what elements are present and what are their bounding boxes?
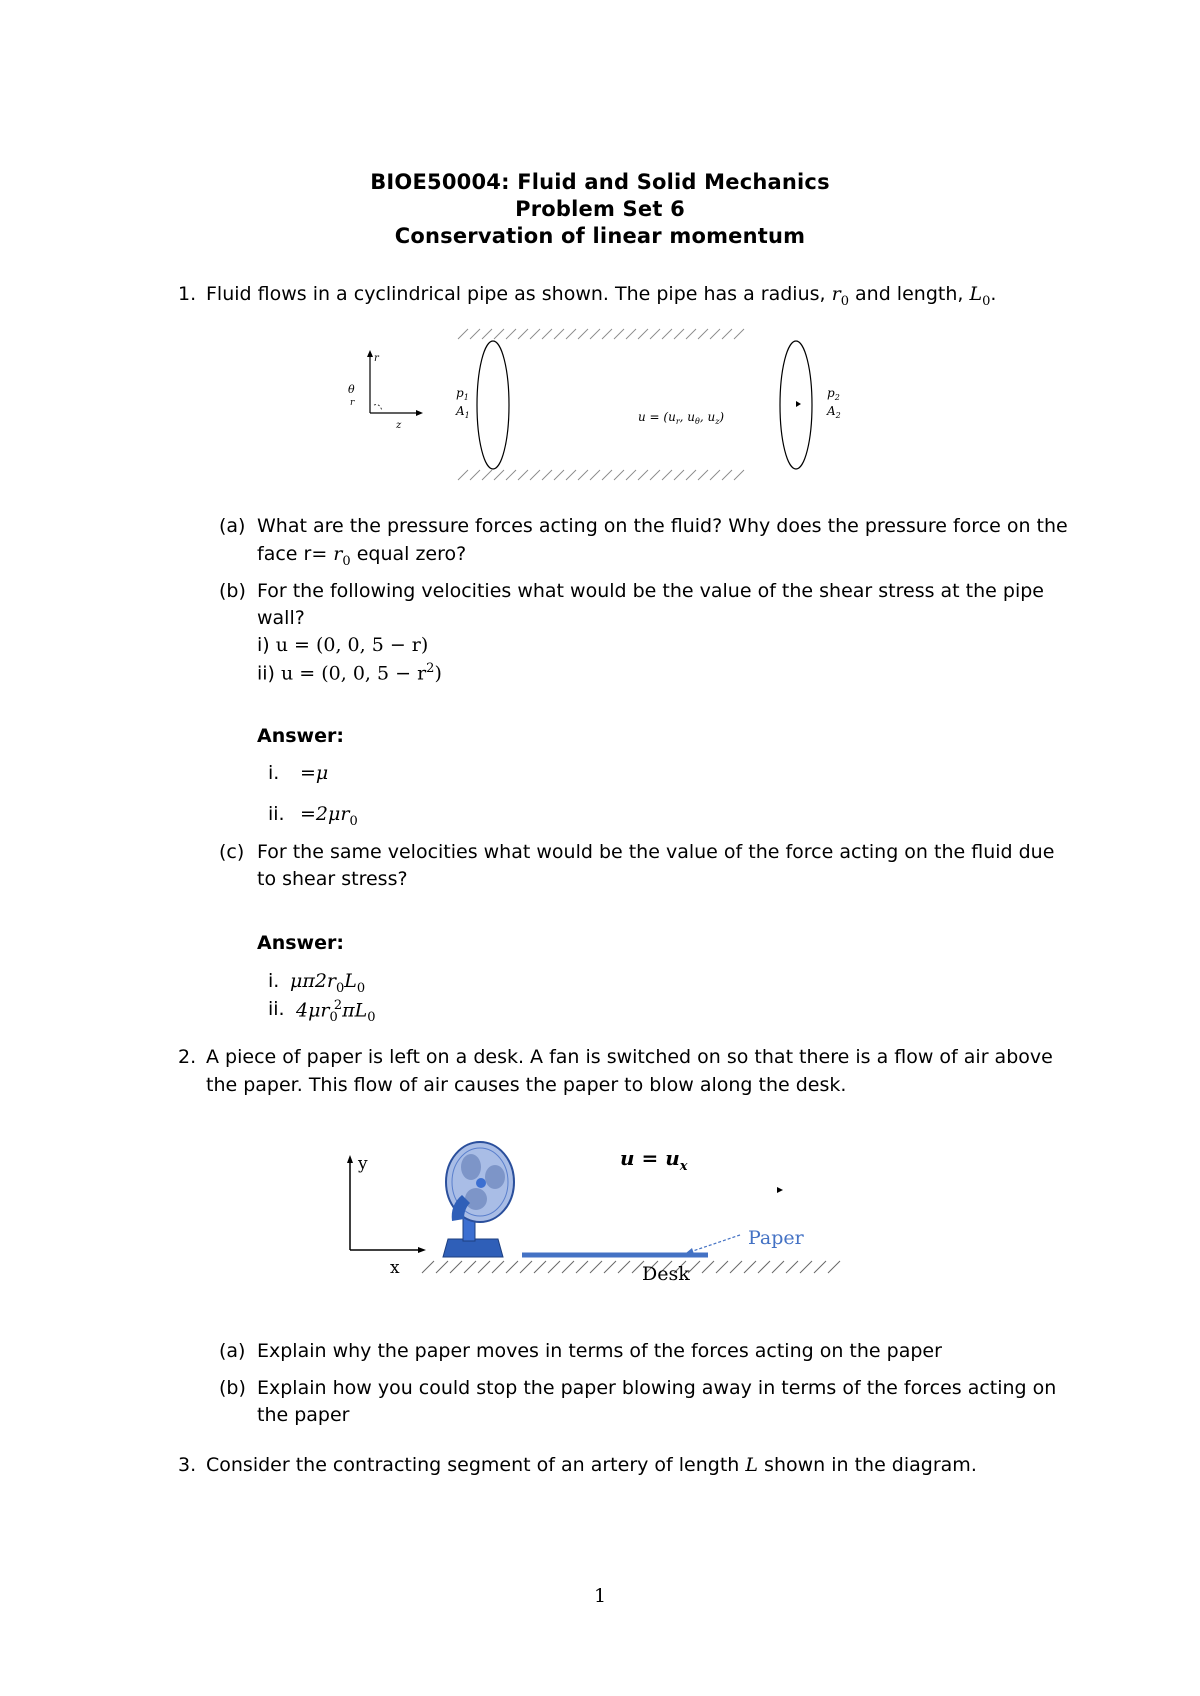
q1b-velocity-ii [257, 661, 442, 684]
question-1-text [206, 283, 996, 309]
q1b-ii-math: u = (0, 0, 5 − r [281, 662, 427, 685]
q1-r0-sub: 0 [840, 293, 849, 309]
q1c-ans-ii-sup: 2 [333, 998, 343, 1013]
q1c-ans-ii-math: 4μr [296, 999, 330, 1022]
paper-pointer-arrow [686, 1248, 694, 1254]
q1b-line2: wall? [257, 607, 305, 629]
q1b-velocity-i [257, 634, 428, 656]
y-axis-label: y [358, 1154, 368, 1174]
A2-label: $A_2$ [827, 404, 841, 420]
question-3-text [206, 1454, 977, 1476]
outlet-arrow [796, 401, 801, 407]
q1a-text: equal zero? [350, 543, 467, 565]
q1a-line1: What are the pressure forces acting on the fluid? Why does the pressure force on the [257, 515, 1068, 537]
q1c-label: (c) [219, 841, 245, 863]
paper-label: Paper [748, 1227, 804, 1249]
q1c-ans-i-sub: 0 [336, 980, 345, 996]
paper-pointer [690, 1235, 740, 1252]
q1c-line2: to shear stress? [257, 868, 408, 890]
y-axis-arrow [347, 1155, 353, 1163]
desk-hatch [422, 1261, 840, 1273]
x-axis-label: x [390, 1258, 400, 1278]
q1c-answer-ii [296, 998, 375, 1025]
A1-label: $A_1$ [456, 404, 470, 420]
velocity-label: $u = u_x$ [620, 1146, 688, 1174]
q1b-i-math: u = (0, 0, 5 − r) [275, 634, 429, 656]
q1c-ans-i-L: L [344, 970, 357, 992]
q2a-text: Explain why the paper moves in terms of the forces acting on the paper [257, 1340, 942, 1362]
q1c-ans-i-math: μπ2r [290, 970, 337, 992]
velocity-vector-label: $u = (u_r$, $u_\theta$, $u_z$) [638, 410, 725, 426]
fan-icon [443, 1142, 514, 1257]
fan-desk-diagram [330, 1115, 910, 1295]
desk-label: Desk [642, 1263, 690, 1285]
q1b-answer-i-label: i. [268, 762, 280, 784]
q1-L0-symbol: L [969, 283, 983, 305]
q1c-ans-ii-sub: 0 [329, 1010, 338, 1026]
q1b-i-label: i) [257, 634, 276, 656]
q2b-line2: the paper [257, 1404, 350, 1426]
flow-arrow [777, 1187, 783, 1193]
q1a-line2 [257, 543, 466, 569]
r-axis-label: r [374, 353, 379, 364]
q1-text-part: and length, [848, 283, 970, 305]
q1a-r-symbol: r [333, 543, 343, 565]
r-axis-arrow [367, 350, 373, 357]
pipe-diagram [330, 325, 870, 485]
q1b-ans-ii-sub: 0 [349, 813, 358, 829]
q1-L0-sub: 0 [982, 293, 991, 309]
bottom-wall-hatch [458, 470, 744, 480]
r-small-label: r [350, 398, 355, 408]
q1b-answer-label: Answer: [257, 725, 344, 747]
q1a-text: face r= [257, 543, 334, 565]
q1b-label: (b) [219, 580, 246, 602]
q1c-answer-label: Answer: [257, 932, 344, 954]
p1-label: $p_1$ [456, 386, 469, 402]
top-wall-hatch [458, 329, 744, 339]
q1-text-part: . [990, 283, 997, 305]
q1b-ans-ii-math: =2μr [300, 803, 350, 825]
topic-title: Conservation of linear momentum [394, 224, 806, 248]
q1c-answer-ii-label: ii. [268, 998, 285, 1020]
q1c-ans-ii-rest: πL [342, 999, 368, 1022]
q1a-r-sub: 0 [342, 553, 351, 569]
q1b-answer-ii [300, 803, 358, 829]
q1c-ans-ii-Lsub: 0 [367, 1010, 376, 1026]
q1b-answer-i: =μ [300, 762, 329, 784]
page-number: 1 [593, 1585, 607, 1607]
q3-L-symbol: L [745, 1454, 758, 1476]
q2a-label: (a) [219, 1340, 246, 1362]
problem-set-title: Problem Set 6 [515, 197, 685, 221]
q1b-ii-end: ) [434, 662, 442, 685]
question-2-line1: A piece of paper is left on a desk. A fan is switched on so that there is a flow of air above [206, 1046, 1053, 1068]
course-title: BIOE50004: Fluid and Solid Mechanics [370, 170, 830, 194]
q3-text-part: Consider the contracting segment of an artery of length [206, 1454, 746, 1476]
theta-label: θ [348, 383, 355, 396]
question-3-number: 3. [178, 1454, 197, 1476]
q3-text-part: shown in the diagram. [758, 1454, 977, 1476]
q1b-answer-ii-label: ii. [268, 803, 285, 825]
q1a-label: (a) [219, 515, 246, 537]
q1c-line1: For the same velocities what would be the value of the force acting on the fluid due [257, 841, 1055, 863]
q2b-label: (b) [219, 1377, 246, 1399]
q1b-ii-sup: 2 [426, 661, 435, 676]
q1-text-part: Fluid flows in a cyclindrical pipe as shown. The pipe has a radius, [206, 283, 832, 305]
q1c-ans-i-Lsub: 0 [356, 980, 366, 996]
q1b-ii-label: ii) [257, 662, 282, 685]
q2b-line1: Explain how you could stop the paper blowing away in terms of the forces acting on [257, 1377, 1057, 1399]
q1c-answer-i [290, 970, 365, 996]
q1b-line1: For the following velocities what would be the value of the shear stress at the pipe [257, 580, 1044, 602]
p2-label: $p_2$ [827, 386, 840, 402]
q1c-answer-i-label: i. [268, 970, 280, 992]
theta-arc [374, 405, 382, 411]
x-axis-arrow [418, 1247, 426, 1253]
question-2-number: 2. [178, 1046, 197, 1068]
z-axis-arrow [416, 410, 423, 416]
question-2-line2: the paper. This flow of air causes the paper to blow along the desk. [206, 1074, 847, 1096]
z-axis-label: z [396, 420, 402, 431]
q1-r0-symbol: r [831, 283, 841, 305]
inlet-face [477, 341, 509, 469]
question-1-number: 1. [178, 283, 197, 305]
